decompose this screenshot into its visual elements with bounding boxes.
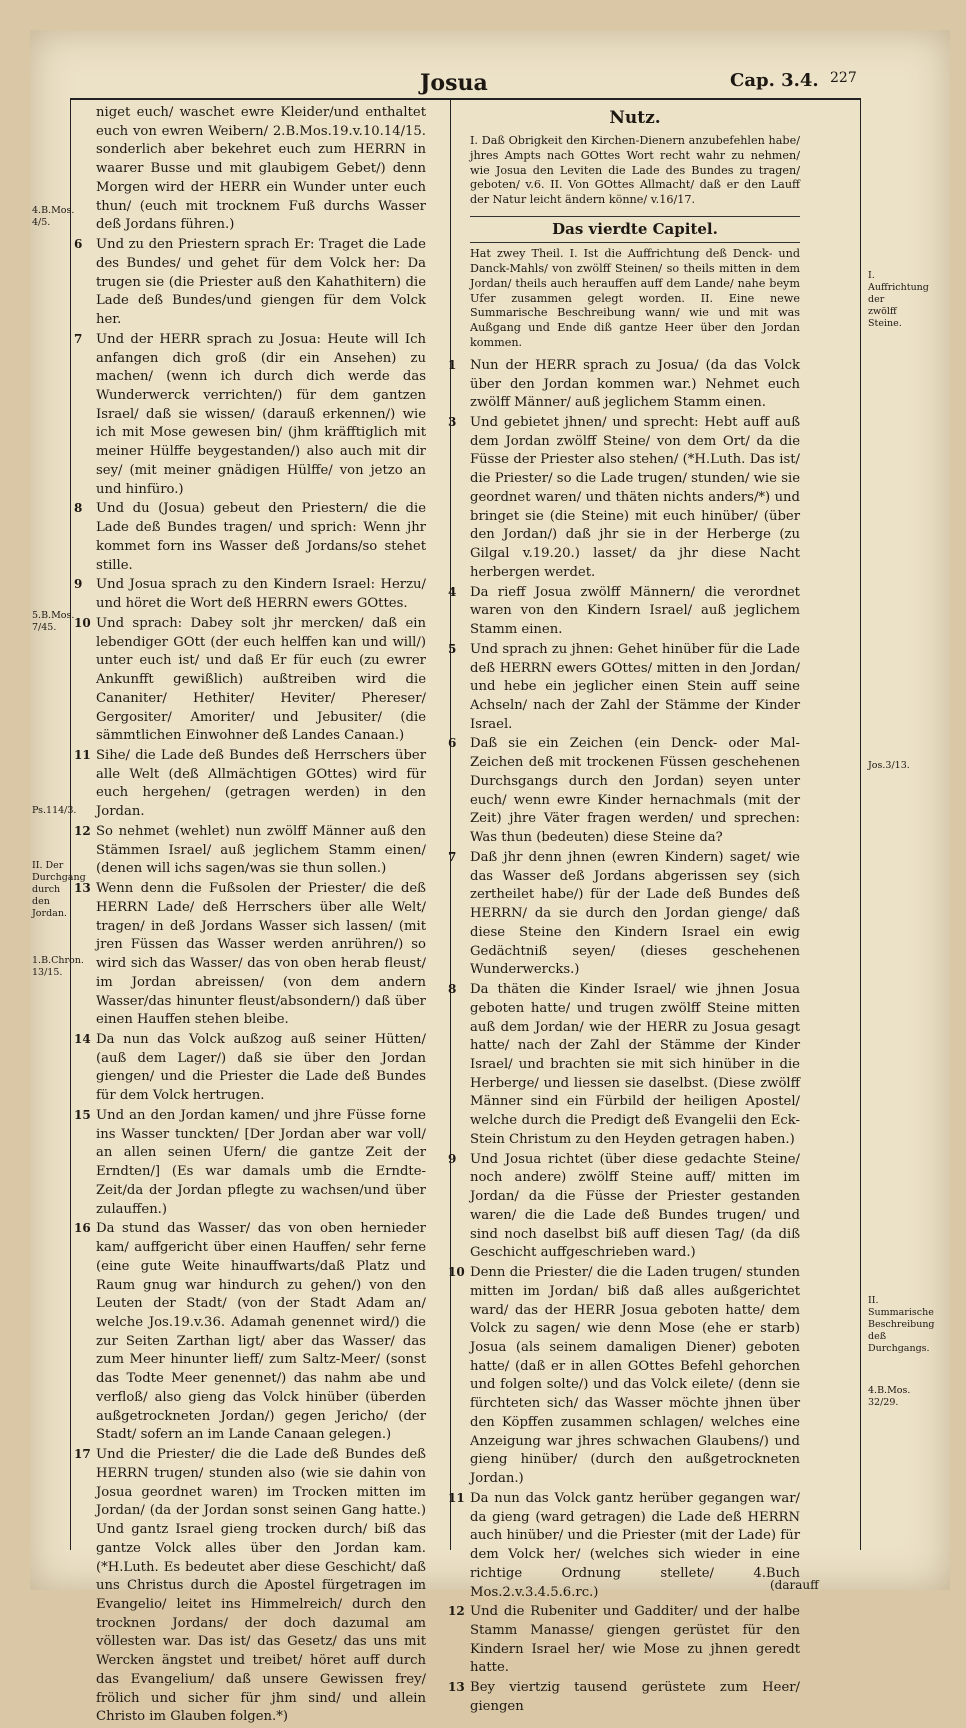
verse: 1 Nun der HERR sprach zu Josua/ (da das Volck über den Jordan kommen war.) Nehmet euch zwölff Männer/ auß jeglichem Stamm einen. xyxy=(448,357,800,411)
verse: 13 Bey viertzig tausend gerüstete zum Heer/ giengen xyxy=(448,1680,800,1714)
verse: 7 Und der HERR sprach zu Josua: Heute will Ich anfangen dich groß (dir ein Ansehen) zu machen/ (wenn ich durch dich werde das Wunderwerck verrichten/) für dem gantzen Israel/ daß sie wissen/ (darauß erkennen/) wie ich mit Mose gewesen bin/ (jhm kräfftiglich mit meiner Hülffe beygestanden/) also auch mit dir sey/ (mit meiner gnädigen Hülffe/ von jetzo an und hinfüro.) xyxy=(74,331,426,497)
header-rule xyxy=(70,98,860,100)
verse: 5 Und sprach zu jhnen: Gehet hinüber für die Lade deß HERRN ewers GOttes/ mitten in den Jordan/ und hebe ein jeglicher einen Stein auff seine Achseln/ nach der Zahl der Stämme der Kinder Israel. xyxy=(448,641,800,732)
verse: 6 Daß sie ein Zeichen (ein Denck- oder Mal-Zeichen deß mit trockenen Füssen geschehenen Durchsgangs durch den Jordan) seyen unter euch/ wenn ewre Kinder hernachmals (mit der Zeit) jhre Väter fragen werden/ und sprechen: Was thun (bedeuten) diese Steine da? xyxy=(448,736,800,846)
book-page xyxy=(30,30,950,1725)
verse: 14 Da nun das Volck außzog auß seiner Hütten/ (auß dem Lager/) daß sie über den Jordan giengen/ und die Priester die Lade deß Bundes für dem Volck hertrugen. xyxy=(74,1031,426,1104)
nutz-heading: Nutz. xyxy=(609,108,661,128)
verse: 11 Sihe/ die Lade deß Bundes deß Herrschers über alle Welt (deß Allmächtigen GOttes) wird für euch hergehen/ (getragen werden) in den Jordan. xyxy=(74,747,426,820)
verse: 12 So nehmet (wehlet) nun zwölff Männer auß den Stämmen Israel/ auß jeglichem Stamm einen/ (denen will ichs sagen/was sie thun sollen.) xyxy=(74,823,426,877)
verse: 10 Und sprach: Dabey solt jhr mercken/ daß ein lebendiger GOtt (der euch helffen kan und will/) unter euch ist/ und daß Er für euch (zu ewrer Ankunfft gewißlich) außtreiben wird die Cananiter/ Hethiter/ Heviter/ Phereser/ Gergositer/ Amoriter/ und Jebusiter/ (die sämmtlichen Einwohner deß Landes Canaan.) xyxy=(74,615,426,744)
verse: 7 Daß jhr denn jhnen (ewren Kindern) saget/ wie das Wasser deß Jordans abgerissen sey (sich zertheilet habe/) für der Lade deß Bundes deß HERRN/ da sie durch den Jordan gienge/ daß diese Steine den Kindern Israel ein ewig Gedächtniß seyen/ (dieses geschehenen Wunderwercks.) xyxy=(448,849,800,978)
verse: 9 Und Josua sprach zu den Kindern Israel: Herzu/ und höret die Wort deß HERRN ewers GOttes. xyxy=(74,577,426,612)
margin-note: 5.B.Mos. 7/45. xyxy=(32,610,75,633)
verse: niget euch/ waschet ewre Kleider/und enthaltet euch von ewren Weibern/ 2.B.Mos.19.v.10.14/15. sonderlich aber bekehret euch zum HERRN in waarer Busse und mit glaubigem Gebet/) denn Morgen wird der HERR ein Wunder unter euch thun/ (euch mit trocknem Fuß durchs Wasser deß Jordans führen.) xyxy=(96,105,426,233)
page-number: 227 xyxy=(830,70,857,86)
chapter-heading: Das vierdte Capitel. xyxy=(470,216,800,243)
verse: 15 Und an den Jordan kamen/ und jhre Füsse forne ins Wasser tunckten/ [Der Jordan aber war voll/ an allen seinen Ufern/ die gantze Zeit der Erndten/] (Es war damals umb die Erndte-Zeit/da der Jordan pflegte zu wachsen/und über zulauffen.) xyxy=(74,1107,426,1217)
chapter-summary: Hat zwey Theil. I. Ist die Auffrichtung deß Denck- und Danck-Mahls/ von zwölff Steinen/ so theils mitten in dem Jordan/ theils auch herauffen auff dem Lande/ nahe beym Ufer zusammen gelegt worden. II. Eine newe Summarische Beschreibung wann/ wie und mit was Außgang und Ende diß gantze Heer über den Jordan kommen. xyxy=(470,247,800,350)
margin-note: II. Summarische Beschreibung deß Durchgangs. xyxy=(868,1295,935,1354)
margin-note: 4.B.Mos. 4/5. xyxy=(32,205,75,228)
column-divider xyxy=(450,98,451,1550)
margin-note: I. Auffrichtung der zwölff Steine. xyxy=(868,270,929,329)
right-border-rule xyxy=(860,98,861,1550)
verse: 16 Da stund das Wasser/ das von oben hernieder kam/ auffgericht über einen Hauffen/ sehr ferne (eine gute Weite hinauffwarts/daß Platz und Raum gnug war hindurch zu gehen/) von den Leuten der Stadt/ (von der Stadt Adam an/ welche Jos.19.v.36. Adamah genennet wird/) die zur Seiten Zarthan ligt/ aber das Wasser/ das zum Meer hinunter lieff/ zum Saltz-Meer/ (sonst das Todte Meer genennet/) das nahm abe und verfloß/ also gieng das Volck hinüber (überden außgetrockneten Jordan/) gegen Jericho/ (der Stadt/ sofern an im Lande Canaan gelegen.) xyxy=(74,1221,426,1443)
verse: 4 Da rieff Josua zwölff Männern/ die verordnet waren von den Kindern Israel/ auß jeglichem Stamm einen. xyxy=(448,584,800,638)
book-title: Josua xyxy=(420,70,488,96)
margin-note: Jos.3/13. xyxy=(868,760,910,771)
verse: 10 Denn die Priester/ die die Laden trugen/ stunden mitten im Jordan/ biß daß alles außgerichtet ward/ das der HERR Josua geboten hatte/ dem Volck zu sagen/ wie denn Mose (ehe er starb) Josua (als seinem damaligen Diener) geboten hatte/ (daß er in allen GOttes Befehl gehorchen und folgen solte/) und das Volck eilete/ (denn sie fürchteten sich/ das Wasser möchte jhnen über den Köpffen zusammen schlagen/ welches eine Anzeigung war jhres schwachen Glaubens/) und gieng hinüber/ (durch den außgetrockneten Jordan.) xyxy=(448,1265,800,1487)
right-text-column xyxy=(448,104,800,1718)
left-text-column xyxy=(74,104,426,1728)
margin-note: 4.B.Mos. 32/29. xyxy=(868,1385,911,1408)
verse: 11 Da nun das Volck gantz herüber gegangen war/ da gieng (ward getragen) die Lade deß HERRN auch hinüber/ und die Priester (mit der Lade) für dem Volck her/ (welches sich wieder in eine richtige Ordnung stellete/ 4.Buch Mos.2.v.3.4.5.6.rc.) xyxy=(448,1490,800,1600)
verse: 6 Und zu den Priestern sprach Er: Traget die Lade des Bundes/ und gehet für dem Volck her: Da trugen sie (die Priester auß den Kahathitern) die Lade deß Bundes/und giengen für dem Volck her. xyxy=(74,237,426,328)
chapter-reference: Cap. 3.4. xyxy=(730,70,819,91)
margin-note: II. Der Durchgang durch den Jordan. xyxy=(32,860,86,919)
running-header xyxy=(30,66,950,98)
verse: 3 Und gebietet jhnen/ und sprecht: Hebt auff auß dem Jordan zwölff Steine/ von dem Ort/ da die Füsse der Priester also stehen/ (*H.Luth. Das ist/ die Priester/ so die Lade trugen/ stunden/ wie sie geordnet waren/ und thäten nichts anders/*) und bringet sie (die Steine) mit euch hinüber/ (über den Jordan/) daß jhr sie in der Herberge (zu Gilgal v.19.20.) lasset/ da jhr diese Nacht herbergen werdet. xyxy=(448,415,800,580)
verse: 8 Und du (Josua) gebeut den Priestern/ die die Lade deß Bundes tragen/ und sprich: Wenn jhr kommet forn ins Wasser deß Jordans/so stehet stille. xyxy=(74,501,426,573)
verse: 12 Und die Rubeniter und Gadditer/ und der halbe Stamm Manasse/ giengen gerüstet für den Kindern Israel her/ wie Mose zu jhnen geredt hatte. xyxy=(448,1604,800,1676)
margin-note: 1.B.Chron. 13/15. xyxy=(32,955,84,978)
nutz-text: I. Daß Obrigkeit den Kirchen-Dienern anzubefehlen habe/ jhres Ampts nach GOttes Wort recht wahr zu nehmen/ wie Josua den Leviten die Lade des Bundes zu tragen/ geboten/ v.6. II. Von GOttes Allmacht/ daß er den Lauff der Natur leicht ändern könne/ v.16/17. xyxy=(470,134,800,207)
verse: 9 Und Josua richtet (über diese gedachte Steine/ noch andere) zwölff Steine auff/ mitten im Jordan/ da die Füsse der Priester gestanden waren/ die die Lade deß Bundes trugen/ und sind noch daselbst biß auff diesen Tag/ (da diß Geschicht auffgeschrieben ward.) xyxy=(448,1151,800,1261)
margin-note: Ps.114/3. xyxy=(32,805,77,816)
catchword: (darauff xyxy=(770,1578,819,1592)
left-border-rule xyxy=(70,98,71,1550)
verse: 13 Wenn denn die Fußsolen der Priester/ die deß HERRN Lade/ deß Herrschers über alle Welt/ tragen/ in deß Jordans Wasser sich lassen/ (mit jren Füssen das Wasser werden anrühren/) so wird sich das Wasser/ das von oben herab fleust/ im Jordan abreissen/ (von dem andern Wasser/das hinunter fleust/absondern/) daß über einen Hauffen stehen bleibe. xyxy=(74,881,426,1028)
verse: 8 Da thäten die Kinder Israel/ wie jhnen Josua geboten hatte/ und trugen zwölff Steine mitten auß dem Jordan/ wie der HERR zu Josua gesagt hatte/ nach der Zahl der Stämme der Kinder Israel/ und brachten sie mit sich hinüber in die Herberge/ und liessen sie daselbst. (Diese zwölff Männer sind ein Fürbild der heiligen Apostel/ welche durch die Predigt deß Evangelii den Eck-Stein Christum zu den Heyden getragen haben.) xyxy=(448,982,800,1147)
verse: 17 Und die Priester/ die die Lade deß Bundes deß HERRN trugen/ stunden also (wie sie dahin von Josua geordnet waren) im Trocken mitten im Jordan/ (da der Jordan sonst seinen Gang hatte.) Und gantz Israel gieng trocken durch/ biß das gantze Volck alles über den Jordan kam. (*H.Luth. Es bedeutet aber diese Geschicht/ daß uns Christus durch die Apostel fürgetragen im Evangelio/ leitet ins Himmelreich/ durch den trocknen Jordans/ der doch dazumal am völlesten war. Das ist/ das Gesetz/ das uns mit Wercken ängstet und treibet/ höret auff durch das Evangelium/ daß unsere Gewissen frey/ frölich und sicher für jhm sind/ und allein Christo im Glauben folgen.*) xyxy=(74,1447,426,1725)
